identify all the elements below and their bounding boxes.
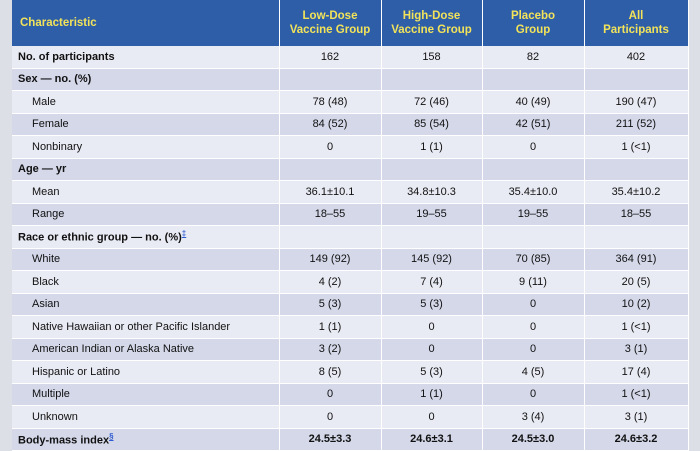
low-dose-cell: 0 — [279, 406, 381, 429]
high-dose-cell — [381, 226, 482, 249]
all-cell: 1 (<1) — [584, 136, 688, 159]
header-placebo: Placebo Group — [482, 0, 584, 46]
table-frame — [12, 0, 688, 447]
low-dose-cell: 1 (1) — [279, 316, 381, 339]
row-label: Multiple — [12, 383, 279, 406]
footnote-mark[interactable]: ‡ — [181, 229, 187, 239]
table-row — [12, 383, 688, 406]
footnote-mark[interactable]: § — [109, 431, 114, 441]
high-dose-cell: 19–55 — [381, 203, 482, 226]
row-label: American Indian or Alaska Native — [12, 338, 279, 361]
all-cell: 211 (52) — [584, 113, 688, 136]
high-dose-cell: 1 (1) — [381, 136, 482, 159]
header-characteristic: Characteristic — [12, 0, 279, 46]
low-dose-cell: 0 — [279, 383, 381, 406]
all-cell — [584, 68, 688, 91]
low-dose-cell: 162 — [279, 46, 381, 68]
row-label: Age — yr — [12, 158, 279, 181]
table-row — [12, 203, 688, 226]
row-label: Nonbinary — [12, 136, 279, 159]
placebo-cell: 0 — [482, 338, 584, 361]
high-dose-cell: 0 — [381, 406, 482, 429]
low-dose-cell — [279, 158, 381, 181]
all-cell: 3 (1) — [584, 406, 688, 429]
all-cell: 35.4±10.2 — [584, 181, 688, 204]
placebo-cell: 42 (51) — [482, 113, 584, 136]
placebo-cell — [482, 68, 584, 91]
row-label: Range — [12, 203, 279, 226]
table-row — [12, 361, 688, 384]
high-dose-cell: 1 (1) — [381, 383, 482, 406]
placebo-cell — [482, 158, 584, 181]
row-label: Male — [12, 91, 279, 114]
table-row — [12, 226, 688, 249]
table-row — [12, 428, 688, 451]
high-dose-cell: 0 — [381, 338, 482, 361]
high-dose-cell: 5 (3) — [381, 293, 482, 316]
placebo-cell: 9 (11) — [482, 271, 584, 294]
all-cell: 3 (1) — [584, 338, 688, 361]
table-row — [12, 181, 688, 204]
demographics-table — [12, 0, 689, 451]
low-dose-cell: 84 (52) — [279, 113, 381, 136]
row-label: Race or ethnic group — no. (%)‡ — [12, 226, 279, 249]
placebo-cell: 82 — [482, 46, 584, 68]
low-dose-cell: 0 — [279, 136, 381, 159]
header-row — [12, 0, 688, 46]
table-row — [12, 316, 688, 339]
row-label: Mean — [12, 181, 279, 204]
row-label: Sex — no. (%) — [12, 68, 279, 91]
low-dose-cell: 8 (5) — [279, 361, 381, 384]
placebo-cell: 24.5±3.0 — [482, 428, 584, 451]
placebo-cell: 40 (49) — [482, 91, 584, 114]
table-row — [12, 68, 688, 91]
high-dose-cell: 72 (46) — [381, 91, 482, 114]
placebo-cell: 4 (5) — [482, 361, 584, 384]
header-low-dose: Low-Dose Vaccine Group — [279, 0, 381, 46]
table-row — [12, 248, 688, 271]
low-dose-cell: 5 (3) — [279, 293, 381, 316]
high-dose-cell: 85 (54) — [381, 113, 482, 136]
table-row — [12, 271, 688, 294]
high-dose-cell: 145 (92) — [381, 248, 482, 271]
all-cell: 190 (47) — [584, 91, 688, 114]
row-label: White — [12, 248, 279, 271]
table-row — [12, 293, 688, 316]
high-dose-cell: 0 — [381, 316, 482, 339]
header-all: All Participants — [584, 0, 688, 46]
row-label: Asian — [12, 293, 279, 316]
table-row — [12, 136, 688, 159]
high-dose-cell: 5 (3) — [381, 361, 482, 384]
placebo-cell: 0 — [482, 316, 584, 339]
row-label: No. of participants — [12, 46, 279, 68]
low-dose-cell: 3 (2) — [279, 338, 381, 361]
table-row — [12, 46, 688, 68]
high-dose-cell: 24.6±3.1 — [381, 428, 482, 451]
table-row — [12, 406, 688, 429]
placebo-cell: 0 — [482, 383, 584, 406]
row-label: Native Hawaiian or other Pacific Islander — [12, 316, 279, 339]
all-cell — [584, 226, 688, 249]
row-label: Hispanic or Latino — [12, 361, 279, 384]
all-cell: 18–55 — [584, 203, 688, 226]
all-cell: 20 (5) — [584, 271, 688, 294]
table-row — [12, 158, 688, 181]
row-label: Unknown — [12, 406, 279, 429]
header-high-dose: High-Dose Vaccine Group — [381, 0, 482, 46]
high-dose-cell — [381, 158, 482, 181]
placebo-cell — [482, 226, 584, 249]
placebo-cell: 35.4±10.0 — [482, 181, 584, 204]
low-dose-cell: 78 (48) — [279, 91, 381, 114]
all-cell: 24.6±3.2 — [584, 428, 688, 451]
low-dose-cell — [279, 68, 381, 91]
table-row — [12, 113, 688, 136]
all-cell: 402 — [584, 46, 688, 68]
placebo-cell: 0 — [482, 293, 584, 316]
low-dose-cell: 36.1±10.1 — [279, 181, 381, 204]
high-dose-cell: 158 — [381, 46, 482, 68]
all-cell — [584, 158, 688, 181]
all-cell: 17 (4) — [584, 361, 688, 384]
low-dose-cell: 24.5±3.3 — [279, 428, 381, 451]
all-cell: 1 (<1) — [584, 316, 688, 339]
low-dose-cell: 4 (2) — [279, 271, 381, 294]
table-row — [12, 91, 688, 114]
low-dose-cell: 149 (92) — [279, 248, 381, 271]
high-dose-cell — [381, 68, 482, 91]
placebo-cell: 0 — [482, 136, 584, 159]
row-label: Female — [12, 113, 279, 136]
high-dose-cell: 7 (4) — [381, 271, 482, 294]
placebo-cell: 3 (4) — [482, 406, 584, 429]
low-dose-cell — [279, 226, 381, 249]
row-label: Black — [12, 271, 279, 294]
placebo-cell: 70 (85) — [482, 248, 584, 271]
row-label: Body-mass index§ — [12, 428, 279, 451]
placebo-cell: 19–55 — [482, 203, 584, 226]
low-dose-cell: 18–55 — [279, 203, 381, 226]
table-row — [12, 338, 688, 361]
high-dose-cell: 34.8±10.3 — [381, 181, 482, 204]
all-cell: 1 (<1) — [584, 383, 688, 406]
all-cell: 364 (91) — [584, 248, 688, 271]
all-cell: 10 (2) — [584, 293, 688, 316]
